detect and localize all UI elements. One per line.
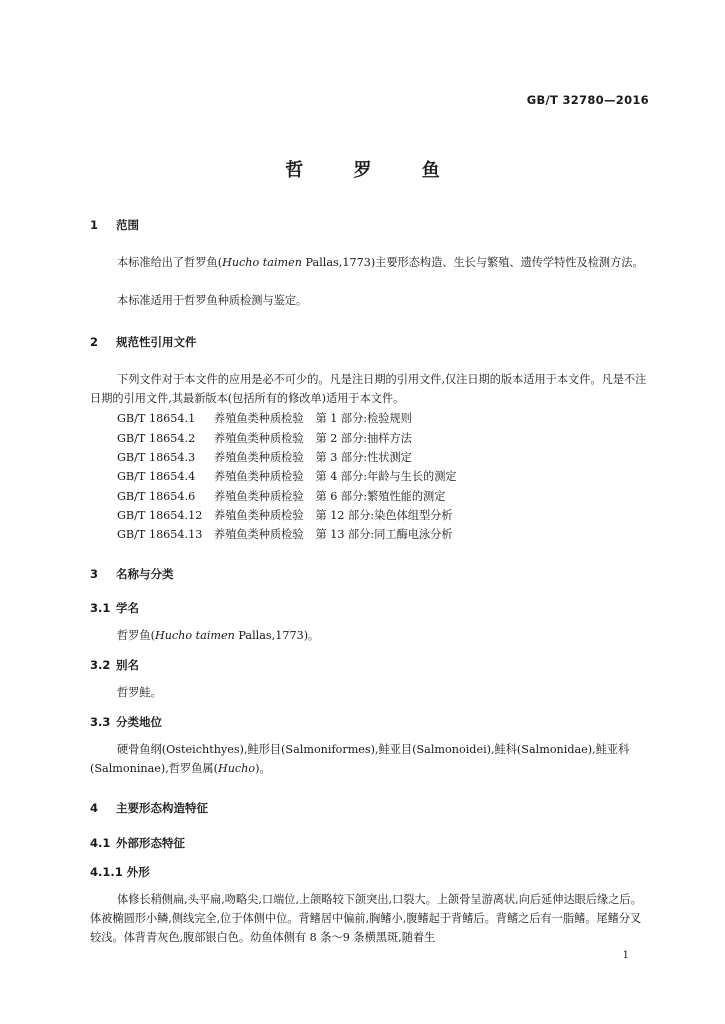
section-number: 4 — [90, 801, 99, 815]
reference-code: GB/T 18654.6 — [117, 490, 196, 503]
section-1-heading — [90, 217, 139, 233]
section-number: 1 — [90, 218, 99, 232]
section-number: 3.1 — [90, 601, 111, 615]
reference-name: 养殖鱼类种质检验 — [214, 528, 304, 541]
section-number: 3.2 — [90, 658, 111, 672]
text-run: 哲罗鱼( — [117, 629, 155, 642]
section-title: 外部形态特征 — [116, 836, 185, 850]
reference-part: 第 1 部分:检验规则 — [315, 412, 412, 425]
section-3-heading — [90, 566, 174, 582]
reference-name: 养殖鱼类种质检验 — [214, 470, 304, 483]
reference-part: 第 4 部分:年龄与生长的测定 — [315, 470, 457, 483]
section-title: 别名 — [116, 658, 139, 672]
section-4-1-heading — [90, 835, 185, 851]
reference-item — [117, 430, 412, 446]
reference-code: GB/T 18654.2 — [117, 432, 196, 445]
page-number: 1 — [622, 950, 629, 961]
section-number: 4.1 — [90, 836, 111, 850]
text-run: Pallas,1773)主要形态构造、生长与繁殖、遗传学特性及检测方法。 — [301, 256, 644, 269]
reference-name: 养殖鱼类种质检验 — [214, 412, 304, 425]
section-3-2-heading — [90, 657, 139, 673]
section-title: 外形 — [126, 865, 150, 879]
genus-name: Hucho — [217, 762, 256, 775]
reference-part: 第 3 部分:性状测定 — [315, 451, 412, 464]
alias-text: 哲罗鲑。 — [117, 686, 162, 699]
taxonomy-text — [90, 740, 650, 778]
section-4-heading — [90, 800, 208, 816]
reference-item — [117, 449, 412, 465]
section-number: 3 — [90, 567, 99, 581]
reference-code: GB/T 18654.12 — [117, 509, 203, 522]
shape-description: 体修长稍侧扁,头平扁,吻略尖,口端位,上颌略较下颌突出,口裂大。上颌骨呈游离状,向后延伸达眼后缘之后。体被椭圆形小鳞,侧线完全,位于体侧中位。背鳍居中偏前,胸鳍小,腹鳍起于背鳍后。背鳍之后有一脂鳍。尾鳍分叉较浅。体背青灰色,腹部银白色。幼鱼体侧有 8 条～9 条横黑斑,随着生 — [90, 893, 642, 944]
scope-paragraph-1 — [90, 253, 650, 272]
section-title: 主要形态构造特征 — [116, 801, 208, 815]
latin-name: Hucho taimen — [222, 256, 302, 269]
reference-code: GB/T 18654.1 — [117, 412, 196, 425]
reference-part: 第 12 部分:染色体组型分析 — [315, 509, 453, 522]
section-number: 4.1.1 — [90, 865, 123, 879]
text-run: 硬骨鱼纲(Osteichthyes),鲑形目(Salmoniformes),鲑亚目(Salmonoidei),鲑科(Salmonidae),鲑亚科(Salmoninae),哲罗鱼属( — [90, 743, 630, 775]
section-title: 学名 — [116, 601, 139, 615]
reference-name: 养殖鱼类种质检验 — [214, 490, 304, 503]
scientific-name-text — [90, 626, 650, 645]
scope-paragraph-2: 本标准适用于哲罗鱼种质检测与鉴定。 — [117, 294, 308, 307]
reference-part: 第 2 部分:抽样方法 — [315, 432, 412, 445]
section-number: 3.3 — [90, 715, 111, 729]
reference-part: 第 13 部分:同工酶电泳分析 — [315, 528, 453, 541]
section-title: 名称与分类 — [116, 567, 174, 581]
reference-item — [117, 526, 453, 542]
reference-part: 第 6 部分:繁殖性能的测定 — [315, 490, 446, 503]
document-title: 哲 罗 鱼 — [285, 160, 462, 181]
reference-name: 养殖鱼类种质检验 — [214, 509, 304, 522]
latin-name: Hucho taimen — [154, 629, 235, 642]
reference-name: 养殖鱼类种质检验 — [214, 451, 304, 464]
section-title: 范围 — [116, 218, 139, 232]
text-run: 本标准给出了哲罗鱼( — [117, 256, 223, 269]
reference-item — [117, 507, 453, 523]
section-4-1-1-heading — [90, 864, 150, 880]
section-number: 2 — [90, 335, 99, 349]
references-intro: 下列文件对于本文件的应用是必不可少的。凡是注日期的引用文件,仅注日期的版本适用于本文件。凡是不注日期的引用文件,其最新版本(包括所有的修改单)适用于本文件。 — [90, 373, 647, 405]
reference-code: GB/T 18654.4 — [117, 470, 196, 483]
section-3-1-heading — [90, 600, 139, 616]
reference-code: GB/T 18654.3 — [117, 451, 196, 464]
section-2-heading — [90, 334, 197, 350]
reference-item — [117, 488, 445, 504]
reference-name: 养殖鱼类种质检验 — [214, 432, 304, 445]
text-run: Pallas,1773)。 — [234, 629, 320, 642]
section-3-3-heading — [90, 714, 162, 730]
reference-item — [117, 410, 412, 426]
text-run: )。 — [255, 762, 271, 775]
reference-item — [117, 468, 457, 484]
standard-code: GB/T 32780—2016 — [526, 93, 649, 107]
section-title: 分类地位 — [116, 715, 162, 729]
reference-code: GB/T 18654.13 — [117, 528, 203, 541]
section-title: 规范性引用文件 — [116, 335, 197, 349]
